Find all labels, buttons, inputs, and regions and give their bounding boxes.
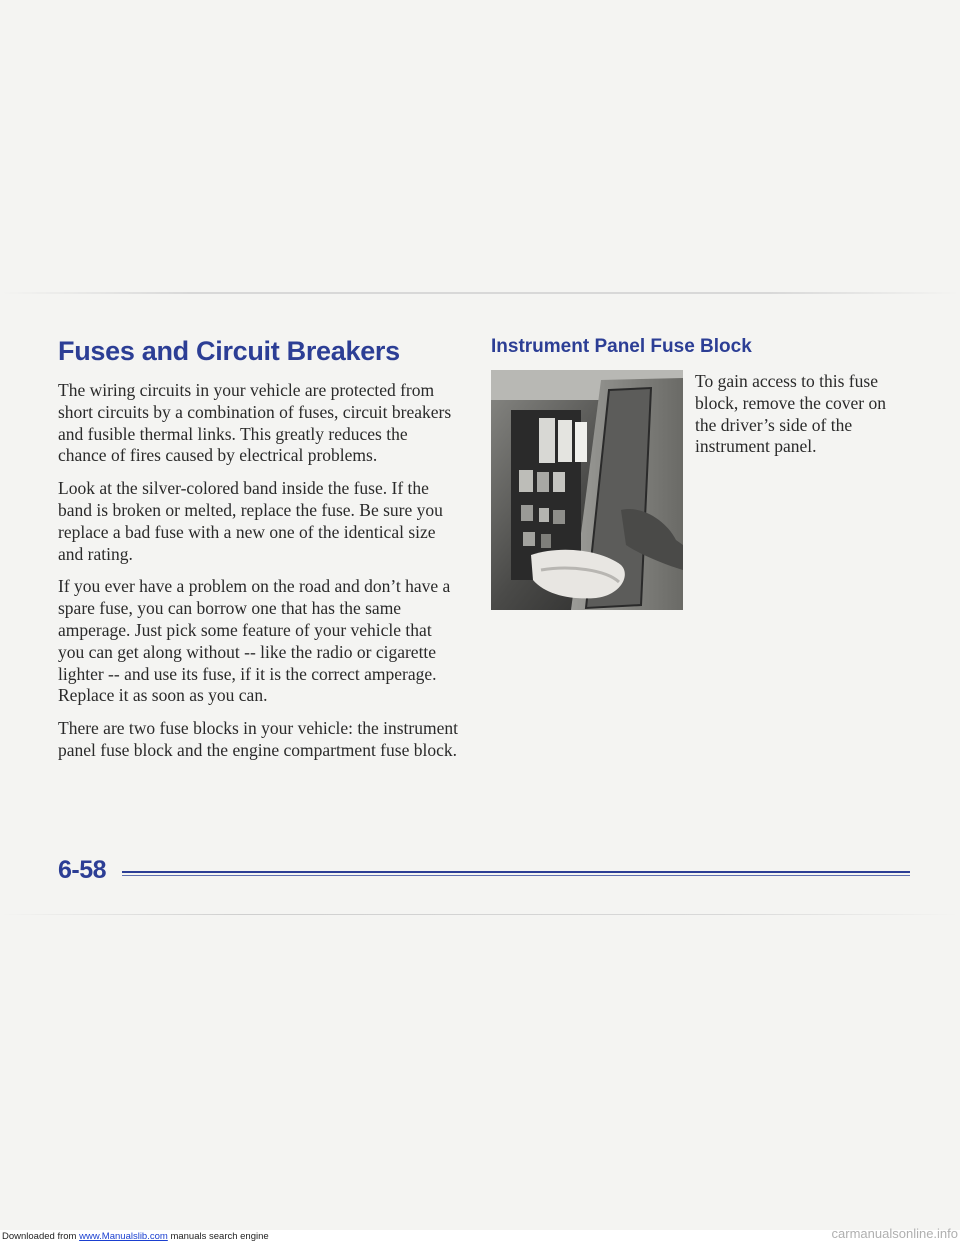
left-column	[58, 336, 458, 773]
footer-rule-thin	[122, 875, 910, 876]
subsection-title: Instrument Panel Fuse Block	[491, 336, 752, 357]
paragraph-1: The wiring circuits in your vehicle are protected from short circuits by a combination of fuses, circuit breakers and fusible thermal links. This greatly reduces the chance of fires caused by electrical problems.	[58, 380, 452, 466]
download-suffix: manuals search engine	[167, 1231, 269, 1242]
watermark-text: carmanualsonline.info	[831, 1226, 958, 1241]
bottom-faint-rule	[0, 914, 960, 915]
page-footer-bar	[58, 856, 910, 886]
footer-rule	[122, 871, 910, 873]
page-number: 6-58	[58, 856, 107, 884]
fuse-block-photo	[491, 370, 683, 610]
section-title: Fuses and Circuit Breakers	[58, 336, 400, 366]
paragraph-4: There are two fuse blocks in your vehicle: the instrument panel fuse block and the engine compartment fuse block.	[58, 718, 458, 760]
paragraph-3: If you ever have a problem on the road and don’t have a spare fuse, you can borrow one that has the same amperage. Just pick some feature of your vehicle that you can get along without -- like the radio or cigarette lighter -- and use its fuse, if it is the correct amperage. Replace it as soon as you can.	[58, 576, 451, 706]
photo-caption: To gain access to this fuse block, remove the cover on the driver’s side of the instrument panel.	[695, 371, 886, 457]
manualslib-link[interactable]: www.Manualslib.com	[79, 1231, 168, 1242]
top-faint-rule	[0, 292, 960, 294]
download-prefix: Downloaded from	[2, 1231, 80, 1242]
download-note	[2, 1231, 269, 1242]
paragraph-2: Look at the silver-colored band inside the fuse. If the band is broken or melted, replace the fuse. Be sure you replace a bad fuse with a new one of the identical size and rating.	[58, 478, 443, 564]
right-column	[491, 336, 911, 358]
